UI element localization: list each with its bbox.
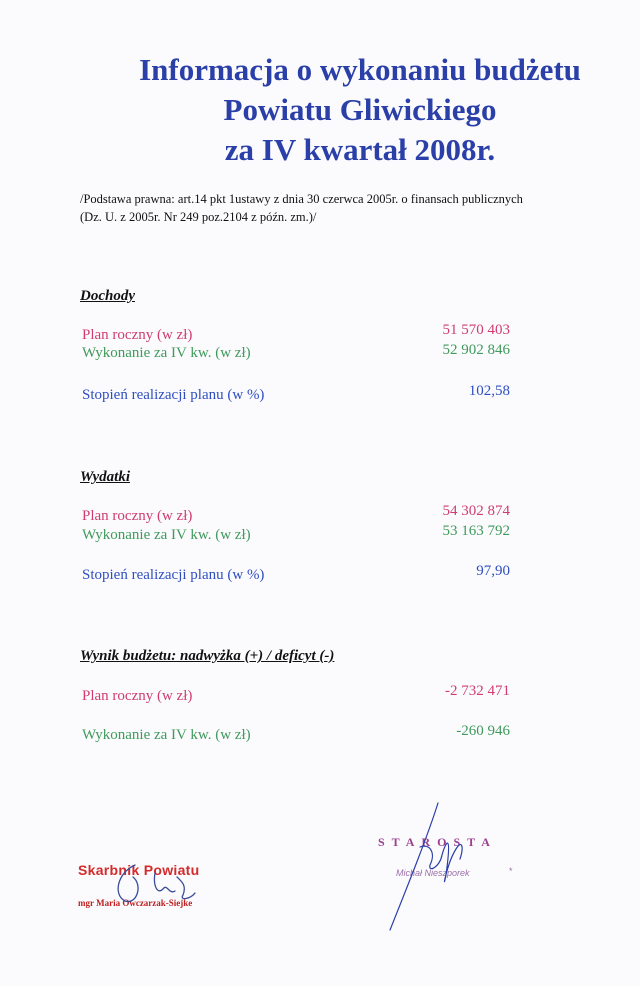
income-plan-value: 51 570 403 — [442, 322, 510, 338]
result-plan-value: -2 732 471 — [445, 683, 510, 699]
income-heading: Dochody — [80, 288, 135, 304]
result-execution-label: Wykonanie za IV kw. (w zł) — [82, 727, 251, 743]
income-rate-label: Stopień realizacji planu (w %) — [82, 387, 265, 403]
starosta-stamp-title: STAROSTA — [378, 835, 497, 849]
stamp-mark: * — [509, 866, 513, 876]
result-heading: Wynik budżetu: nadwyżka (+) / deficyt (-) — [80, 648, 335, 664]
expenses-plan-value: 54 302 874 — [442, 503, 510, 519]
legal-basis-line-1: /Podstawa prawna: art.14 pkt 1ustawy z dnia 30 czerwca 2005r. o finansach publicznych — [80, 192, 523, 206]
income-execution-label: Wykonanie za IV kw. (w zł) — [82, 345, 251, 361]
document-title-line-2: Powiatu Gliwickiego — [223, 92, 497, 127]
income-plan-label: Plan roczny (w zł) — [82, 327, 193, 343]
treasurer-stamp-title: Skarbnik Powiatu — [78, 862, 200, 878]
treasurer-signature — [105, 855, 205, 915]
expenses-execution-value: 53 163 792 — [442, 523, 510, 539]
starosta-stamp-name: Michał Nieszporek — [396, 868, 470, 878]
income-execution-value: 52 902 846 — [442, 342, 510, 358]
expenses-plan-label: Plan roczny (w zł) — [82, 508, 193, 524]
result-plan-label: Plan roczny (w zł) — [82, 688, 193, 704]
expenses-heading: Wydatki — [80, 469, 131, 485]
document-title-line-1: Informacja o wykonaniu budżetu — [139, 52, 581, 87]
legal-basis-line-2: (Dz. U. z 2005r. Nr 249 poz.2104 z późn. zm.)/ — [80, 210, 317, 224]
income-rate-value: 102,58 — [468, 383, 510, 399]
document-title-line-3: za IV kwartał 2008r. — [224, 132, 496, 167]
result-execution-value: -260 946 — [456, 723, 510, 739]
starosta-signature — [380, 795, 490, 935]
expenses-rate-label: Stopień realizacji planu (w %) — [82, 567, 265, 583]
treasurer-stamp-name: mgr Maria Owczarzak-Siejke — [78, 898, 193, 908]
expenses-execution-label: Wykonanie za IV kw. (w zł) — [82, 527, 251, 543]
expenses-rate-value: 97,90 — [476, 563, 510, 579]
